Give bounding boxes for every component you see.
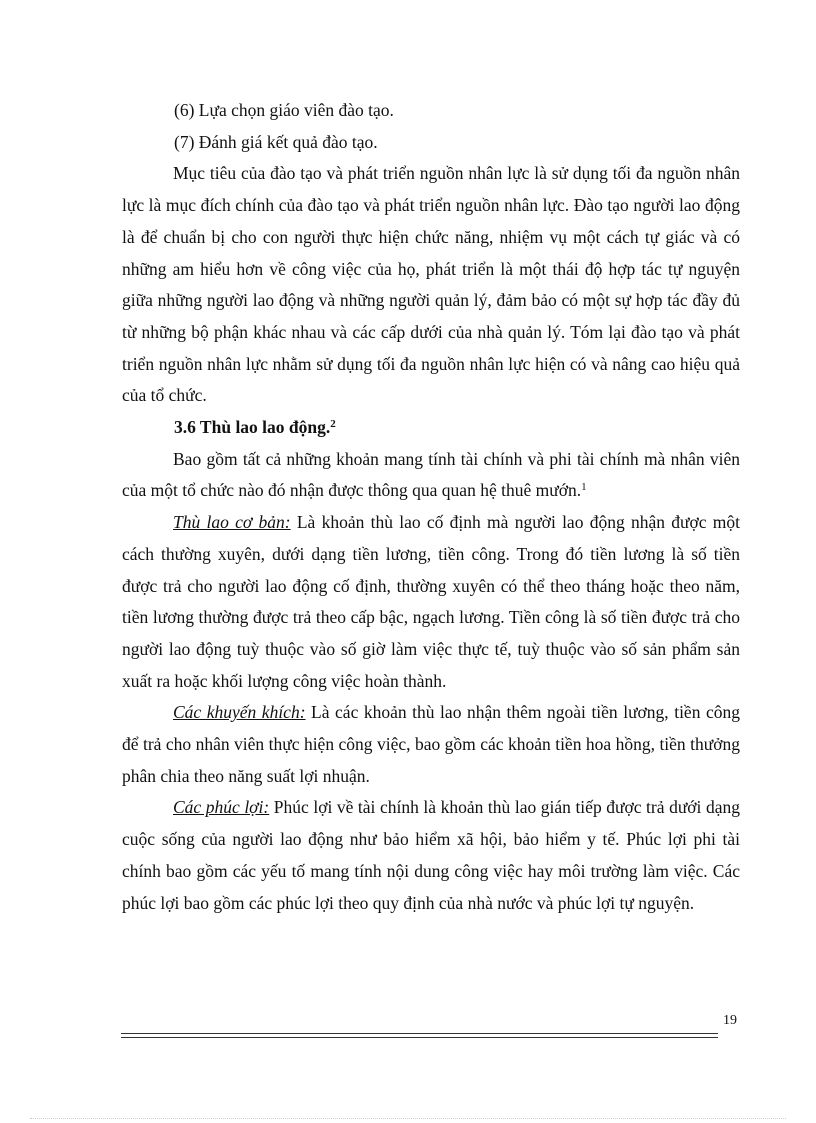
list-item-7: (7) Đánh giá kết quả đào tạo. <box>174 131 378 152</box>
incentives-term: Các khuyến khích: <box>173 702 306 723</box>
footnote-ref-2: 2 <box>330 417 336 430</box>
footer-double-rule <box>121 1033 718 1038</box>
footnote-ref-1: 1 <box>581 481 587 494</box>
benefits-term: Các phúc lợi: <box>173 797 270 818</box>
list-item-6: (6) Lựa chọn giáo viên đào tạo. <box>174 100 394 120</box>
page-number: 19 <box>723 1013 737 1028</box>
incentives-text: Là các khoản thù lao nhận thêm ngoài tiền lương, tiền công để trả cho nhân viên thực hiện công việc, bao gồm các khoản tiền hoa hồng, tiền thưởng phân chia theo năng suất lợi nhuận. <box>122 702 740 786</box>
base-pay-term: Thù lao cơ bản: <box>173 512 291 533</box>
benefits-text: Phúc lợi về tài chính là khoản thù lao gián tiếp được trả dưới dạng cuộc sống của người lao động như bảo hiểm xã hội, bảo hiểm y tế. Phúc lợi phi tài chính bao gồm các yếu tố mang tính nội dung công việc hay môi trường làm việc. Các phúc lợi bao gồm các phúc lợi theo quy định của nhà nước và phúc lợi tự nguyện. <box>122 797 740 913</box>
section-heading-text: 3.6 Thù lao lao động. <box>174 417 331 438</box>
training-objectives-paragraph: Mục tiêu của đào tạo và phát triển nguồn nhân lực là sử dụng tối đa nguồn nhân lực là mục đích chính của đào tạo và phát triển nguồn nhân lực. Đào tạo người lao động là để chuẩn bị cho con người thực hiện chức năng, nhiệm vụ một cách tự giác và có những am hiểu hơn về công việc của họ, phát triển là một thái độ hợp tác tự nguyện giữa những người lao động và những người quản lý, đảm bảo có một sự hợp tác đầy đủ từ những bộ phận khác nhau và các cấp dưới của nhà quản lý. Tóm lại đào tạo và phát triển nguồn nhân lực nhằm sử dụng tối đa nguồn nhân lực hiện có và nâng cao hiệu quả của tổ chức. <box>122 163 740 406</box>
benefits-paragraph <box>122 792 740 919</box>
base-pay-text: Là khoản thù lao cố định mà người lao động nhận được một cách thường xuyên, dưới dạng tiền lương, tiền công. Trong đó tiền lương là số tiền được trả cho người lao động cố định, thường xuyên có thể theo tháng hoặc theo năm, tiền lương thường được trả theo cấp bậc, ngạch lương. Tiền công là số tiền được trả cho người lao động tuỳ thuộc vào số giờ làm việc thực tế, tuỳ thuộc vào số sản phẩm sản xuất ra hoặc khối lượng công việc hoàn thành. <box>122 512 741 691</box>
document-body <box>122 95 740 919</box>
section-heading <box>122 412 740 444</box>
base-pay-paragraph <box>122 507 740 697</box>
incentives-paragraph <box>122 697 740 792</box>
compensation-definition-paragraph <box>122 444 740 507</box>
page-bottom-dotted-border <box>30 1118 786 1119</box>
compensation-definition-text: Bao gồm tất cả những khoản mang tính tài chính và phi tài chính mà nhân viên của một tổ chức nào đó nhận được thông qua quan hệ thuê mướn. <box>122 448 740 501</box>
